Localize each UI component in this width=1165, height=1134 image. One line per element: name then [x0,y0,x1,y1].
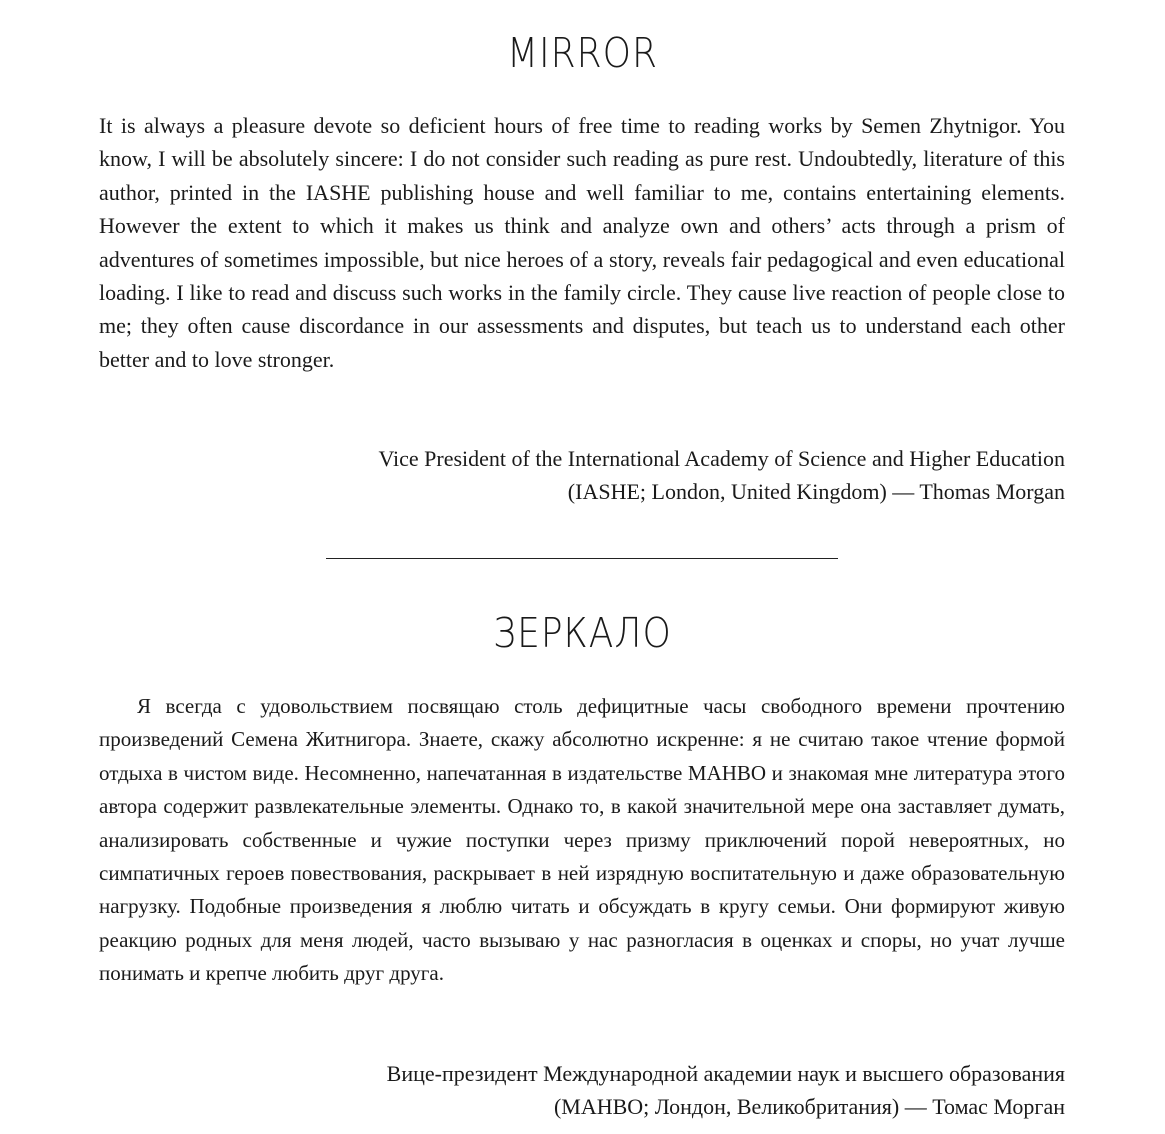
english-signature [165,442,1065,509]
section-divider [326,558,838,559]
russian-signature-line-1: Вице-президент Международной академии наук и высшего образования [386,1061,1065,1086]
russian-signature [165,1057,1065,1124]
english-signature-line-1: Vice President of the International Academy of Science and Higher Education [378,446,1065,471]
russian-signature-line-2: (МАНВО; Лондон, Великобритания) — Томас Морган [553,1094,1065,1120]
english-title: MIRROR [506,30,659,78]
english-body-paragraph: It is always a pleasure devote so deficient hours of free time to reading works by Semen Zhytnigor. You know, I will be absolutely sincere: I do not consider such reading as pure rest. Undoubtedly, literature of this author, printed in the IASHE publishing house and well familiar to me, contains entertaining elements. However the extent to which it makes us think and analyze own and others’ acts through a prism of adventures of sometimes impossible, but nice heroes of a story, reveals fair pedagogical and even educational loading. I like to read and discuss such works in the family circle. They cause live reaction of people close to me; they often cause discordance in our assessments and disputes, but teach us to understand each other better and to love stronger. [99,113,1065,372]
russian-title: ЗЕРКАЛО [493,610,672,658]
english-signature-line-2: (IASHE; London, United Kingdom) — Thomas Morgan [567,479,1065,505]
russian-body-paragraph: Я всегда с удовольствием посвящаю столь дефицитные часы свободного времени прочтению произведений Семена Житнигора. Знаете, скажу абсолютно искренне: я не считаю такое чтение формой отдыха в чистом виде. Несомненно, напечатанная в издательстве МАНВО и знакомая мне литература этого автора содержит развлекательные элементы. Однако то, в какой значительной мере она заставляет думать, анализировать собственные и чужие поступки через призму приключений порой невероятных, но симпатичных героев повествования, раскрывает в ней изрядную воспитательную и даже образовательную нагрузку. Подобные произведения я люблю читать и обсуждать в кругу семьи. Они формируют живую реакцию родных для меня людей, часто вызываю у нас разногласия в оценках и споры, но учат лучше понимать и крепче любить друг друга. [99,694,1065,986]
